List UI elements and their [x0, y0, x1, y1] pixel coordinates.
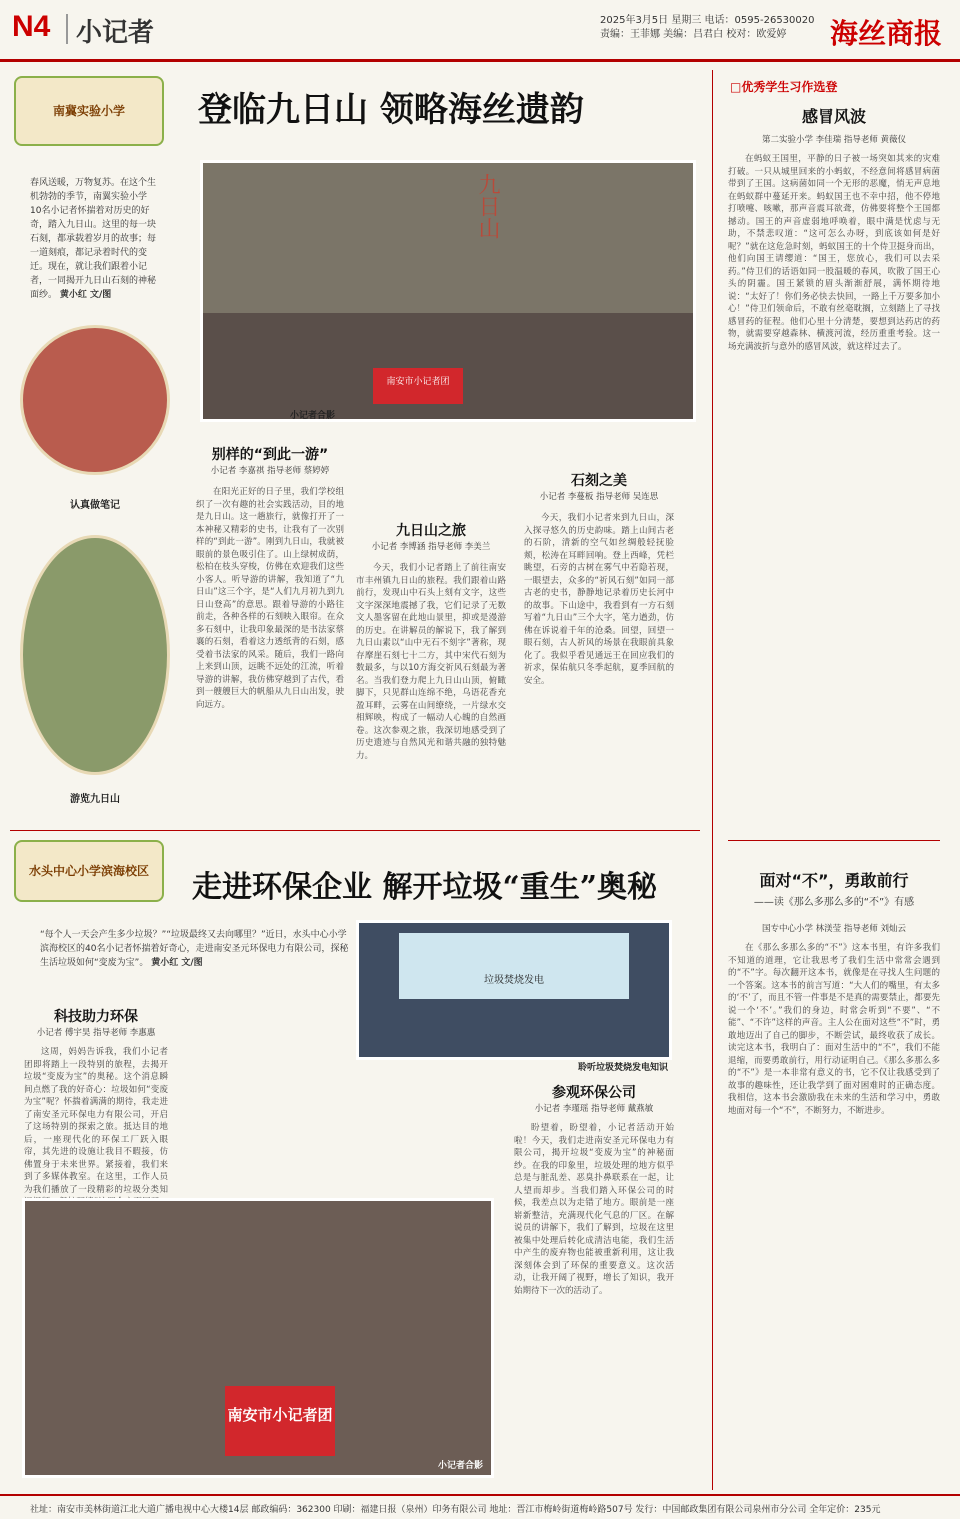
photo-caption: 游览九日山: [70, 794, 120, 805]
article-byline: 小记者 李蔓板 指导老师 吴连思: [539, 492, 659, 502]
column-divider: [712, 70, 713, 1490]
column-tag: □优秀学生习作选登: [730, 80, 838, 94]
article-title: 九日山之旅: [396, 523, 466, 539]
page-number: N4: [12, 10, 51, 43]
article-title: 石刻之美: [571, 473, 627, 489]
photo-caption: 聆听垃圾焚烧发电知识: [578, 1063, 669, 1073]
photo-hiking: [20, 535, 170, 775]
article-body: 这周，妈妈告诉我，我们小记者团即将踏上一段特别的旅程，去揭开垃圾“变废为宝”的奥秘。这个消息瞬间点燃了我的好奇心：垃圾如何“变废为宝”呢？怀揣着满满的期待，我走进了南安圣元环保电力有限公司，开启了这场特别的探索之旅。抵达目的地后，一座现代化的环保工厂跃入眼帘，其先进的设施让我目不暇接，仿佛置身于未来世界。紧接着，我们来到了多媒体教室。在这里，工作人员为我们播放了一段精彩的垃圾分类知: [24, 1047, 168, 1195]
essay-body: 在蚂蚁王国里，平静的日子被一场突如其来的灾难打破。一只从城里回来的小蚂蚁，不经意间将感冒病菌带到了王国。这病菌如同一个无形的恶魔，悄无声息地在蚂蚁群中蔓延开来。蚂蚁国王也不幸中招，他不停地打喷嚏、咳嗽，那声音震耳欲聋，仿佛要将整个王国都撼动。国王的声音虚弱地呼唤着，眼中满是忧虑与无助，不禁悲叹道：“这可怎么办呀，到底该如何是好呢？”就在这危急时刻，蚂蚁国王的十个侍卫挺身而出，他们向国王请缨道：“国王，您放心，我们可以去采药。”侍卫们的话语如同一股温暖的春风，吹散了国王心头的阴霾。国王紧锁的眉头渐渐舒展，满怀期待地说：“太好了！你们务必快去快回，一路上千万要多加小心！”侍卫们领命后，不敢有丝毫耽搁，立刻踏上了寻找感冒药的征程。他们心里十分清楚，要想到达药店的药物，就需要穿越森林、横渡河流，经历重重考验。这一场充满波折与意外的感冒风波，就这样过去了。: [728, 154, 940, 352]
issue-date: 2025年3月5日 星期三 电话：0595-26530020: [600, 15, 815, 26]
projection-screen: 垃圾焚烧发电: [399, 933, 629, 999]
essay-subtitle: ——读《那么多那么多的“不”》有感: [753, 897, 915, 908]
issue-meta: [600, 14, 815, 42]
essay-body: 在《那么多那么多的“不”》这本书里，有许多我们不知道的道理，它让我思考了我们生活中常常会遇到的“不”字。每次翻开这本书，就像是在寻找人生问题的一个答案。这本书的前言写道：“大人们的嘴里，有太多的‘不’了，而且不管一件事是不是真的需要禁止，都要先说一个‘不’。”我们的身边，时常会听到“不要”、“不能”、“不许”这样的声音。主人公在面对这些“不”时，勇敢地迈出了自己的脚步，不断尝试，最终收获了成长。读完这本书，我明白了：面对生活中的“不”，我们不能退缩，而要勇敢前行，用行动证明自己。《那么多那么多的“不”》是一本非常有意义的书，它不仅让我感受到了故事的趣味性，还让我学到了面对困难时的正确态度。我相信，这本书会激励我在未来的生活和学习中，勇敢地面对每一个“不”，不断努力，不断进步。: [728, 943, 940, 1116]
group-photo: [200, 160, 696, 422]
section-divider: [728, 840, 940, 841]
article-title: 参观环保公司: [552, 1085, 636, 1101]
essay-byline: 第二实验小学 李佳瑞 指导老师 黄薇仪: [761, 135, 907, 145]
essay-byline: 国专中心小学 林渼莹 指导老师 刘灿云: [761, 924, 907, 934]
article-body: 今天，我们小记者踏上了前往南安市丰州镇九日山的旅程。我们跟着山路前行，发现山中石头上刻有文字，这些文字深深地震撼了我，它们记录了无数文人墨客留在此地山景里，抑或是漫游的历史。在讲解员的解说下，我了解到九日山素以“山中无石不刻字”著称，现存摩崖石刻七十二方，其中宋代石刻为数最多，与以10方海交祈风石刻最为著名。当我们登力爬上九日山山顶，俯瞰脚下，只见群山连绵不绝，乌语花香充盈耳畔，云雾在山间缭绕，一片绿水交相辉映，构成了一幅动人心魄的自然画卷。这次参观之旅，我深切地感受到了历史遗迹与自然风光和谐共融的独特魅力。: [356, 563, 506, 761]
essay-title: 面对“不”，勇敢前行: [759, 871, 909, 890]
article-body: 盼望着，盼望着，小记者活动开始啦！今天，我们走进南安圣元环保电力有限公司，揭开垃圾“变废为宝”的神秘面纱。在我的印象里，垃圾处理的地方似乎总是与脏乱差、恶臭扑鼻联系在一起，让人望而却步。当我们踏入环保公司的时候，我差点以为走错了地方。眼前是一座崭新整洁，充满现代化气息的厂区。在解说员的讲解下，我们了解到，垃圾在这里被集中处理后转化成清洁电能，我们生活中产生的废弃物也能被重新利用，这让我深刻体会到了环保的重要意义。这次活动，让我开阔了视野，增长了知识，我开始期待下一次的活动了。: [514, 1123, 674, 1296]
footer: 社址：南安市美林街道江北大道广播电视中心大楼14层 邮政编码：362300 印刷：福建日报（泉州）印务有限公司 地址：晋江市梅岭街道梅岭路507号 发行：中国邮政集团有限公司泉州市分公司 全年定价：235元: [0, 1494, 960, 1519]
essay-title: 感冒风波: [801, 107, 866, 126]
article-continuation: [186, 994, 340, 1184]
intro-text: 春风送暖，万物复苏。在这个生机勃勃的季节，南翼实验小学10名小记者怀揣着对历史的好奇，踏入九日山。这里的每一块石刻，都承载着岁月的故事；每一道刻痕，都记录着时代的变迁。现在，就让我们跟着小记者，一同揭开九日山石刻的神秘面纱。: [30, 178, 157, 300]
article-title: 科技助力环保: [54, 1009, 138, 1025]
school-badge-label: 南冀实验小学: [52, 104, 125, 118]
article: [196, 444, 344, 826]
article-byline: 小记者 李博涵 指导老师 李美兰: [371, 542, 491, 552]
group-banner: 南安市小记者团: [225, 1386, 335, 1456]
photo-caption: 小记者合影: [290, 411, 336, 421]
article-byline: 小记者 傅宇昊 指导老师 李惠惠: [36, 1028, 156, 1038]
article: [356, 520, 506, 832]
story-title: 登临九日山 领略海丝遗韵: [198, 90, 584, 130]
group-photo: [22, 1198, 494, 1478]
intro-text: “每个人一天会产生多少垃圾？”“垃圾最终又去向哪里？”近日，水头中心小学滨海校区的40名小记者怀揣着好奇心，走进南安圣元环保电力有限公司，探秘生活垃圾如何“变废为宝”。: [40, 930, 349, 968]
school-badge: [14, 76, 164, 146]
divider: [66, 14, 68, 44]
group-banner: 南安市小记者团: [373, 368, 463, 404]
school-badge: [14, 840, 164, 902]
article-body: 今天，我们小记者来到九日山，深入探寻悠久的历史韵味。踏上山间古老的石阶，清新的空气如丝绸般轻抚脸颊，松涛在耳畔回响。登上西峰，凭栏眺望，石旁的古树在雾气中若隐若现，一眼望去，众多的“祈风石刻”如同一部古老的史书，静静地记录着历史长河中的故事。下山途中，我看到有一方石刻写着“九日山”三个大字，笔力遒劲，仿佛在诉说着千年的沧桑。回望，回望一眼石刻，古人祈风的场景在我眼前具象化了。我似乎看见通远王在回应我们的祈求，保佑航只冬季起航，夏季回航的安全。: [524, 513, 674, 686]
essay: [728, 868, 940, 1462]
intro-credit: 黄小红 文/图: [59, 290, 112, 300]
photo-caption: 小记者合影: [438, 1461, 484, 1471]
lecture-photo: [356, 920, 672, 1060]
article: [524, 470, 674, 822]
article-title: 别样的“到此一游”: [211, 447, 329, 463]
newspaper-logo: 海丝商报: [830, 17, 943, 50]
issue-editors: 责编：王菲娜 美编：吕君白 校对：欧爱婷: [600, 29, 787, 40]
essay: [728, 104, 940, 833]
intro-credit: 黄小红 文/图: [151, 958, 203, 968]
article: [514, 1082, 674, 1492]
photo-caption: 认真做笔记: [70, 500, 120, 511]
story-intro: [40, 928, 350, 978]
story-intro: [30, 176, 158, 300]
story-title: 走进环保企业 解开垃圾“重生”奥秘: [192, 870, 657, 905]
photo-taking-notes: [20, 325, 170, 475]
rock-carving: 九日山: [475, 173, 500, 239]
section-divider: [10, 830, 700, 831]
article-byline: 小记者 李瑾瑶 指导老师 戴燕敏: [534, 1104, 654, 1114]
article-body: 在阳光正好的日子里，我们学校组织了一次有趣的社会实践活动，目的地是九日山。这一趟旅行，就像打开了一本神秘又精彩的史书，让我有了一次别样的“到此一游”。刚到九日山，我就被眼前的景色吸引住了。山上绿树成荫，松柏在枝头穿梭，仿佛在欢迎我们这些小客人。听导游的讲解，我知道了“九日山”这三个字，是“人们九月初九到九日山登高”的意思。跟着导游的小路往前走，各种各样的石刻映入眼帘。在众多石刻中，让我印象最深的是书法家蔡襄的石刻，看着这力透纸背的石刻，感受着书法家的风采。随后，我们一路向上来到山顶，远眺不远处的江流，听着导游的讲解，我仿佛穿越到了古代，看到一艘艘巨大的帆船从九日山出发，驶向远方。: [196, 487, 344, 710]
section-title: 小记者: [76, 18, 155, 48]
school-badge-label: 水头中心小学滨海校区: [28, 864, 149, 878]
article-byline: 小记者 李嘉祺 指导老师 蔡婷婷: [210, 466, 330, 476]
masthead: [0, 0, 960, 62]
